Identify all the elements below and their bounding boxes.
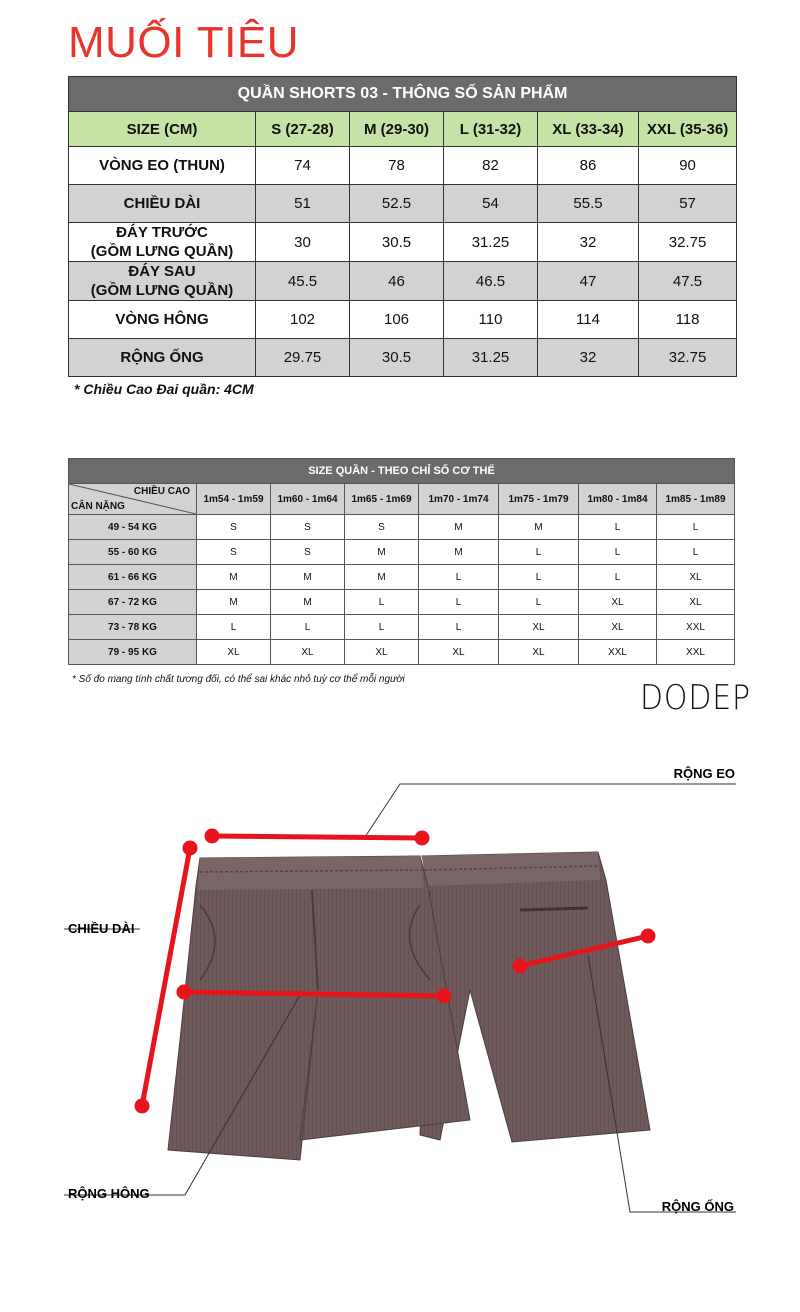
size-cell: L (579, 565, 657, 590)
height-header-cell: 1m75 - 1m79 (499, 484, 579, 515)
spec-cell: 46.5 (444, 262, 538, 301)
brand-title: MUỐI TIÊU (68, 18, 300, 67)
spec-row-label (69, 223, 256, 262)
spec-cell: 29.75 (256, 339, 350, 377)
hip-label: RỘNG HÔNG (68, 1186, 150, 1201)
length-label: CHIỀU DÀI (68, 921, 135, 936)
spec-cell: 78 (350, 147, 444, 185)
spec-row-label-line1: VÒNG EO (THUN) (99, 157, 225, 174)
size-cell: XL (657, 590, 735, 615)
size-cell: L (345, 615, 419, 640)
size-cell: L (271, 615, 345, 640)
size-cell: M (419, 540, 499, 565)
size-cell: S (197, 540, 271, 565)
size-cell: L (657, 540, 735, 565)
height-header-cell: 1m60 - 1m64 (271, 484, 345, 515)
size-cell: M (419, 515, 499, 540)
spec-table (68, 76, 737, 377)
spec-cell: 32 (538, 223, 639, 262)
spec-row-label-line1: VÒNG HÔNG (115, 311, 209, 328)
size-cell: S (345, 515, 419, 540)
spec-cell: 45.5 (256, 262, 350, 301)
size-cell: M (499, 515, 579, 540)
spec-cell: 32.75 (639, 223, 737, 262)
measurement-figure (0, 740, 800, 1300)
size-cell: XL (499, 640, 579, 665)
spec-cell: 47 (538, 262, 639, 301)
spec-row-label-line1: ĐÁY SAU (128, 263, 196, 280)
body-row (69, 540, 735, 565)
size-cell: M (271, 565, 345, 590)
spec-cell: 32 (538, 339, 639, 377)
body-table-title: SIZE QUẦN - THEO CHỈ SỐ CƠ THỂ (69, 459, 735, 484)
weight-cell: 67 - 72 KG (69, 590, 197, 615)
spec-cell: 114 (538, 301, 639, 339)
size-cell: XL (579, 590, 657, 615)
corner-cell (69, 484, 197, 515)
corner-height-label: CHIỀU CAO (133, 486, 190, 497)
size-cell: XL (657, 565, 735, 590)
spec-cell: 86 (538, 147, 639, 185)
spec-cell: 118 (639, 301, 737, 339)
spec-cell: 31.25 (444, 223, 538, 262)
spec-row-label (69, 147, 256, 185)
height-header-cell: 1m65 - 1m69 (345, 484, 419, 515)
spec-row (69, 339, 737, 377)
spec-cell: 30.5 (350, 223, 444, 262)
size-cell: L (197, 615, 271, 640)
spec-row (69, 147, 737, 185)
height-header-cell: 1m80 - 1m84 (579, 484, 657, 515)
size-cell: L (419, 590, 499, 615)
disclaimer-note: * Số đo mang tính chất tương đối, có thể sai khác nhỏ tuỳ cơ thể mỗi người (72, 674, 405, 685)
corner-weight-label: CÂN NẶNG (71, 501, 125, 512)
body-row (69, 590, 735, 615)
spec-row-label (69, 339, 256, 377)
size-cell: S (271, 540, 345, 565)
spec-row (69, 223, 737, 262)
size-cell: XL (499, 615, 579, 640)
spec-cell: 46 (350, 262, 444, 301)
leg-label: RỘNG ỐNG (661, 1199, 734, 1214)
size-cell: L (345, 590, 419, 615)
header-cell: S (27-28) (256, 112, 350, 147)
spec-cell: 55.5 (538, 185, 639, 223)
spec-row-label-line2: (GỒM LƯNG QUẦN) (90, 243, 234, 260)
size-cell: XL (271, 640, 345, 665)
spec-cell: 51 (256, 185, 350, 223)
spec-cell: 30.5 (350, 339, 444, 377)
header-cell: XL (33-34) (538, 112, 639, 147)
height-header-cell: 1m54 - 1m59 (197, 484, 271, 515)
weight-cell: 73 - 78 KG (69, 615, 197, 640)
size-cell: L (499, 590, 579, 615)
size-cell: XL (419, 640, 499, 665)
waist-label: RỘNG EO (673, 766, 735, 781)
spec-cell: 74 (256, 147, 350, 185)
size-cell: XL (197, 640, 271, 665)
shorts-front-image (168, 856, 470, 1160)
size-cell: M (345, 540, 419, 565)
spec-row-label-line1: ĐÁY TRƯỚC (116, 224, 208, 241)
size-cell: XXL (657, 615, 735, 640)
spec-row (69, 262, 737, 301)
spec-cell: 52.5 (350, 185, 444, 223)
header-cell: L (31-32) (444, 112, 538, 147)
header-cell: XXL (35-36) (639, 112, 737, 147)
header-cell: M (29-30) (350, 112, 444, 147)
size-cell: XXL (657, 640, 735, 665)
height-header-cell: 1m70 - 1m74 (419, 484, 499, 515)
spec-row (69, 301, 737, 339)
spec-cell: 32.75 (639, 339, 737, 377)
spec-row-label-line2: (GỒM LƯNG QUẦN) (90, 282, 234, 299)
spec-cell: 110 (444, 301, 538, 339)
spec-table-header (69, 112, 737, 147)
size-cell: XL (579, 615, 657, 640)
spec-cell: 30 (256, 223, 350, 262)
weight-cell: 61 - 66 KG (69, 565, 197, 590)
spec-row-label (69, 185, 256, 223)
size-cell: M (345, 565, 419, 590)
size-cell: L (657, 515, 735, 540)
body-row (69, 515, 735, 540)
spec-cell: 57 (639, 185, 737, 223)
height-header-cell: 1m85 - 1m89 (657, 484, 735, 515)
spec-row-label (69, 262, 256, 301)
size-cell: S (271, 515, 345, 540)
header-cell: SIZE (CM) (69, 112, 256, 147)
spec-cell: 102 (256, 301, 350, 339)
size-cell: M (197, 565, 271, 590)
weight-cell: 79 - 95 KG (69, 640, 197, 665)
size-cell: L (499, 565, 579, 590)
size-cell: L (419, 615, 499, 640)
spec-cell: 54 (444, 185, 538, 223)
spec-cell: 90 (639, 147, 737, 185)
body-row (69, 565, 735, 590)
waist-measure-line (212, 836, 422, 838)
body-row (69, 640, 735, 665)
size-cell: M (197, 590, 271, 615)
spec-row (69, 185, 737, 223)
size-cell: L (579, 540, 657, 565)
spec-cell: 106 (350, 301, 444, 339)
size-cell: L (499, 540, 579, 565)
waist-leader-line (365, 784, 736, 837)
size-cell: M (271, 590, 345, 615)
spec-row-label-line1: RỘNG ỐNG (120, 349, 204, 366)
spec-table-title: QUẦN SHORTS 03 - THÔNG SỐ SẢN PHẨM (69, 77, 737, 112)
spec-cell: 82 (444, 147, 538, 185)
spec-cell: 47.5 (639, 262, 737, 301)
dodep-logo: DODEP (640, 678, 751, 718)
size-cell: XXL (579, 640, 657, 665)
body-row (69, 615, 735, 640)
size-cell: L (579, 515, 657, 540)
spec-row-label-line1: CHIỀU DÀI (123, 195, 201, 212)
size-cell: S (197, 515, 271, 540)
body-size-table (68, 458, 735, 665)
size-cell: L (419, 565, 499, 590)
spec-row-label (69, 301, 256, 339)
weight-cell: 49 - 54 KG (69, 515, 197, 540)
size-cell: XL (345, 640, 419, 665)
waistband-note: * Chiều Cao Đai quần: 4CM (74, 381, 254, 397)
weight-cell: 55 - 60 KG (69, 540, 197, 565)
spec-cell: 31.25 (444, 339, 538, 377)
